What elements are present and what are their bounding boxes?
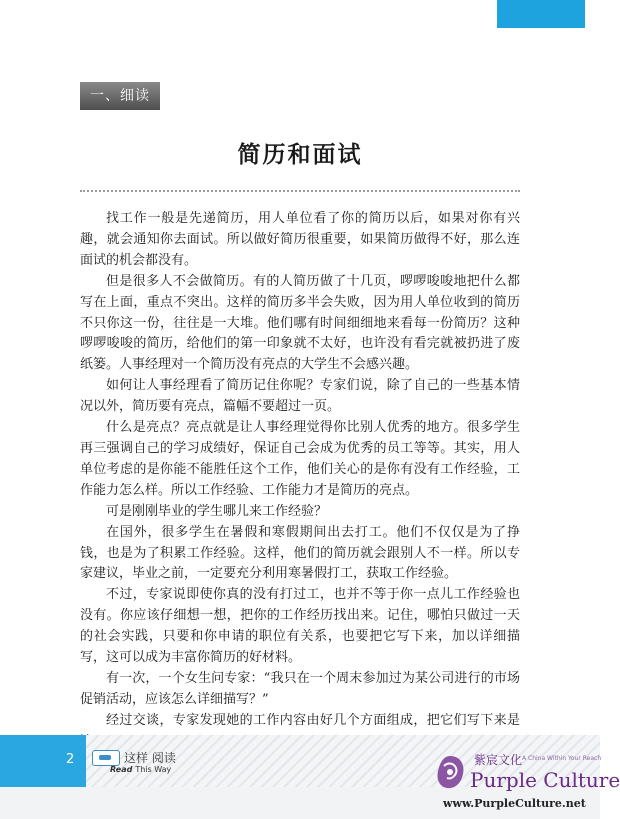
series-title-en — [110, 765, 171, 774]
top-tab-marker — [497, 0, 585, 28]
paragraph: 找工作一般是先递简历，用人单位看了你的简历以后，如果对你有兴趣，就会通知你去面试。所以做好简历很重要，如果简历做得不好，那么连面试的机会都没有。 — [80, 211, 520, 268]
paragraph: 经过交谈，专家发现她的工作内容由好几个方面组成，把它们写下来是 — [106, 712, 520, 728]
article-title: 简历和面试 — [237, 142, 363, 168]
section-label: 一、细读 — [80, 82, 160, 110]
series-logo — [92, 750, 212, 782]
watermark-tagline: A China Within Your Reach — [522, 755, 602, 762]
article-body — [80, 209, 520, 753]
series-title-en-bold: Read — [110, 765, 133, 774]
watermark-url: www.PurpleCulture.net — [443, 797, 586, 810]
paragraph: 但是很多人不会做简历。有的人简历做了十几页，啰啰唆唆地把什么都写在上面，重点不突出。这样的简历多半会失败，因为用人单位收到的简历不只你这一份，往往是一大堆。他们哪有时间细细地来看每一份简历？这种啰啰唆唆的简历，给他们的第一印象就不太好，也许没有看完就被扔进了废纸篓。人事经理对一个简历没有亮点的大学生不会感兴趣。 — [80, 273, 520, 373]
paragraph: 可是刚刚毕业的学生哪儿来工作经验？ — [106, 503, 328, 519]
watermark-cn: 紫宸文化 — [474, 753, 523, 767]
series-title-cn: 这样 阅读 — [124, 751, 176, 765]
series-title-en-rest: This Way — [135, 765, 172, 774]
paragraph: 有一次，一个女生问专家：“我只在一个周末参加过为某公司进行的市场促销活动，应该怎么详细描写？” — [80, 670, 520, 707]
paragraph: 在国外，很多学生在暑假和寒假期间出去打工。他们不仅仅是为了挣钱，也是为了积累工作经验。这样，他们的简历就会跟别人不一样。所以专家建议，毕业之前，一定要充分利用寒暑假打工，获取工作经验。 — [80, 524, 520, 582]
page-number: 2 — [66, 752, 75, 767]
watermark-name: Purple Culture — [470, 768, 620, 792]
paragraph: 什么是亮点？亮点就是让人事经理觉得你比别人优秀的地方。很多学生再三强调自己的学习成绩好，保证自己会成为优秀的员工等等。其实，用人单位考虑的是你能不能胜任这个工作，他们关心的是你有没有工作经验，工作能力怎么样。所以工作经验、工作能力才是简历的亮点。 — [80, 420, 520, 498]
paragraph: 如何让人事经理看了简历记住你呢？专家们说，除了自己的一些基本情况以外，简历要有亮点，篇幅不要超过一页。 — [80, 378, 520, 415]
paragraph: 不过，专家说即使你真的没有打过工，也并不等于你一点儿工作经验也没有。你应该仔细想一想，把你的工作经历找出来。记住，哪怕只做过一天的社会实践，只要和你申请的职位有关系，也要把它写下来，加以详细描写，这可以成为丰富你简历的好材料。 — [80, 587, 520, 666]
title-divider — [80, 190, 520, 192]
book-icon — [92, 750, 120, 766]
purple-culture-emblem-icon — [432, 752, 468, 792]
